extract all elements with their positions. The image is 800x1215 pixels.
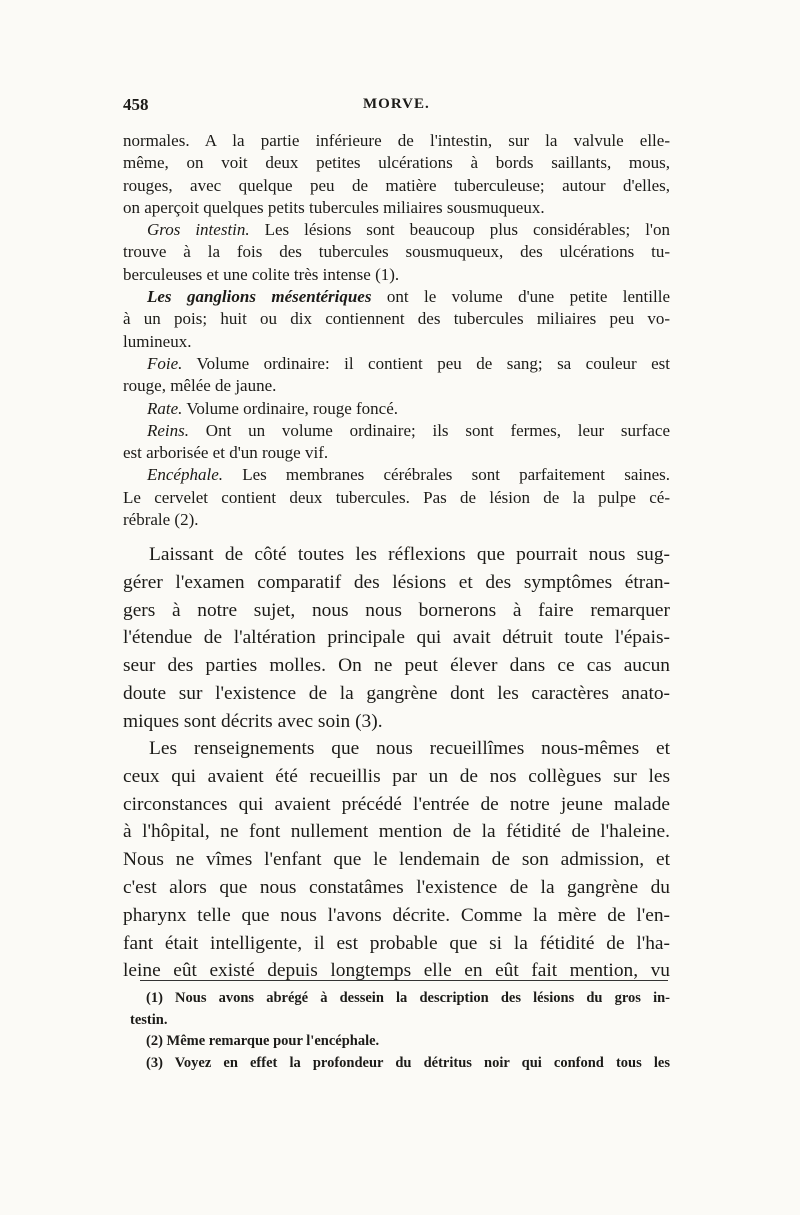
page-number: 458 (123, 95, 149, 114)
text-line: rouge, mêlée de jaune. (123, 376, 277, 396)
ganglions-label: Les ganglions mésentériques (147, 287, 372, 307)
text-line: doute sur l'existence de la gangrène dont les caractères anato- (123, 682, 670, 704)
text-line: pharynx telle que nous l'avons décrite. Comme la mère de l'en- (123, 904, 670, 926)
text-line: gers à notre sujet, nous nous bornerons à faire remarquer (123, 599, 670, 621)
text-line: à un pois; huit ou dix contiennent des tubercules miliaires peu vo- (123, 309, 670, 329)
ganglions-line: Les ganglions mésentériques ont le volume d'une petite lentille (147, 287, 670, 307)
text-line: Les renseignements que nous recueillîmes nous-mêmes et (149, 738, 670, 759)
text-line: même, on voit deux petites ulcérations à bords saillants, mous, (123, 153, 670, 173)
text-line: lumineux. (123, 331, 192, 351)
text-line: berculeuses et une colite très intense (1). (123, 264, 400, 284)
footnotes (130, 988, 670, 1074)
text-line: gérer l'examen comparatif des lésions et des symptômes étran- (123, 571, 670, 593)
text-line: Le cervelet contient deux tubercules. Pas de lésion de la pulpe cé- (123, 487, 670, 507)
text-line: rébrale (2). (123, 510, 199, 530)
footnote: (3) Voyez en effet la profondeur du détritus noir qui confond tous les (146, 1054, 670, 1071)
foie-line: Foie. Volume ordinaire: il contient peu de sang; sa couleur est (147, 353, 670, 373)
text-line: seur des parties molles. On ne peut élever dans ce cas aucun (123, 655, 670, 677)
footnote-divider (140, 980, 668, 981)
text-line: on aperçoit quelques petits tubercules miliaires sousmuqueux. (123, 197, 545, 217)
gros-intestin-line: Gros intestin. Les lésions sont beaucoup plus considérables; l'on (147, 220, 670, 240)
text-line: circonstances qui avaient précédé l'entrée de notre jeune malade (123, 793, 670, 815)
encephale-line: Encéphale. Les membranes cérébrales sont parfaitement saines. (147, 465, 670, 485)
paragraph-1 (123, 541, 670, 736)
text-line: leine eût existé depuis longtemps elle en eût fait mention, vu (123, 960, 670, 982)
encephale-label: Encéphale. (147, 465, 223, 485)
paragraph-2 (123, 735, 670, 985)
text-line: trouve à la fois des tubercules sousmuqueux, des ulcérations tu- (123, 242, 670, 262)
reins-label: Reins. (147, 420, 190, 440)
running-title: MORVE. (363, 96, 430, 112)
foie-label: Foie. (147, 353, 183, 373)
text-line: normales. A la partie inférieure de l'intestin, sur la valvule elle- (123, 131, 670, 150)
page-header (123, 95, 668, 121)
text-line: Laissant de côté toutes les réflexions que pourrait nous sug- (149, 544, 670, 565)
text-line: rouges, avec quelque peu de matière tuberculeuse; autour d'elles, (123, 175, 670, 195)
text-line: fant était intelligente, il est probable que si la fétidité de l'ha- (123, 932, 670, 954)
text-line: miques sont décrits avec soin (3). (123, 710, 383, 732)
reins-line: Reins. Ont un volume ordinaire; ils sont fermes, leur surface (147, 420, 670, 440)
gros-intestin-label: Gros intestin. (147, 220, 250, 240)
footnote: testin. (130, 1011, 168, 1028)
footnote: (1) Nous avons abrégé à dessein la description des lésions du gros in- (146, 990, 670, 1006)
text-line: l'étendue de l'altération principale qui avait détruit toute l'épais- (123, 627, 670, 649)
text-line: à l'hôpital, ne font nullement mention de la fétidité de l'haleine. (123, 821, 670, 843)
text-line: Nous ne vîmes l'enfant que le lendemain de son admission, et (123, 849, 670, 871)
rate-line: Rate. Volume ordinaire, rouge foncé. (147, 398, 398, 418)
text-line: c'est alors que nous constatâmes l'existence de la gangrène du (123, 876, 670, 898)
footnote: (2) Même remarque pour l'encéphale. (146, 1033, 380, 1050)
rate-label: Rate. (147, 398, 183, 418)
autopsy-findings (123, 130, 670, 531)
text-line: est arborisée et d'un rouge vif. (123, 443, 329, 463)
text-line: ceux qui avaient été recueillis par un de nos collègues sur les (123, 765, 670, 787)
